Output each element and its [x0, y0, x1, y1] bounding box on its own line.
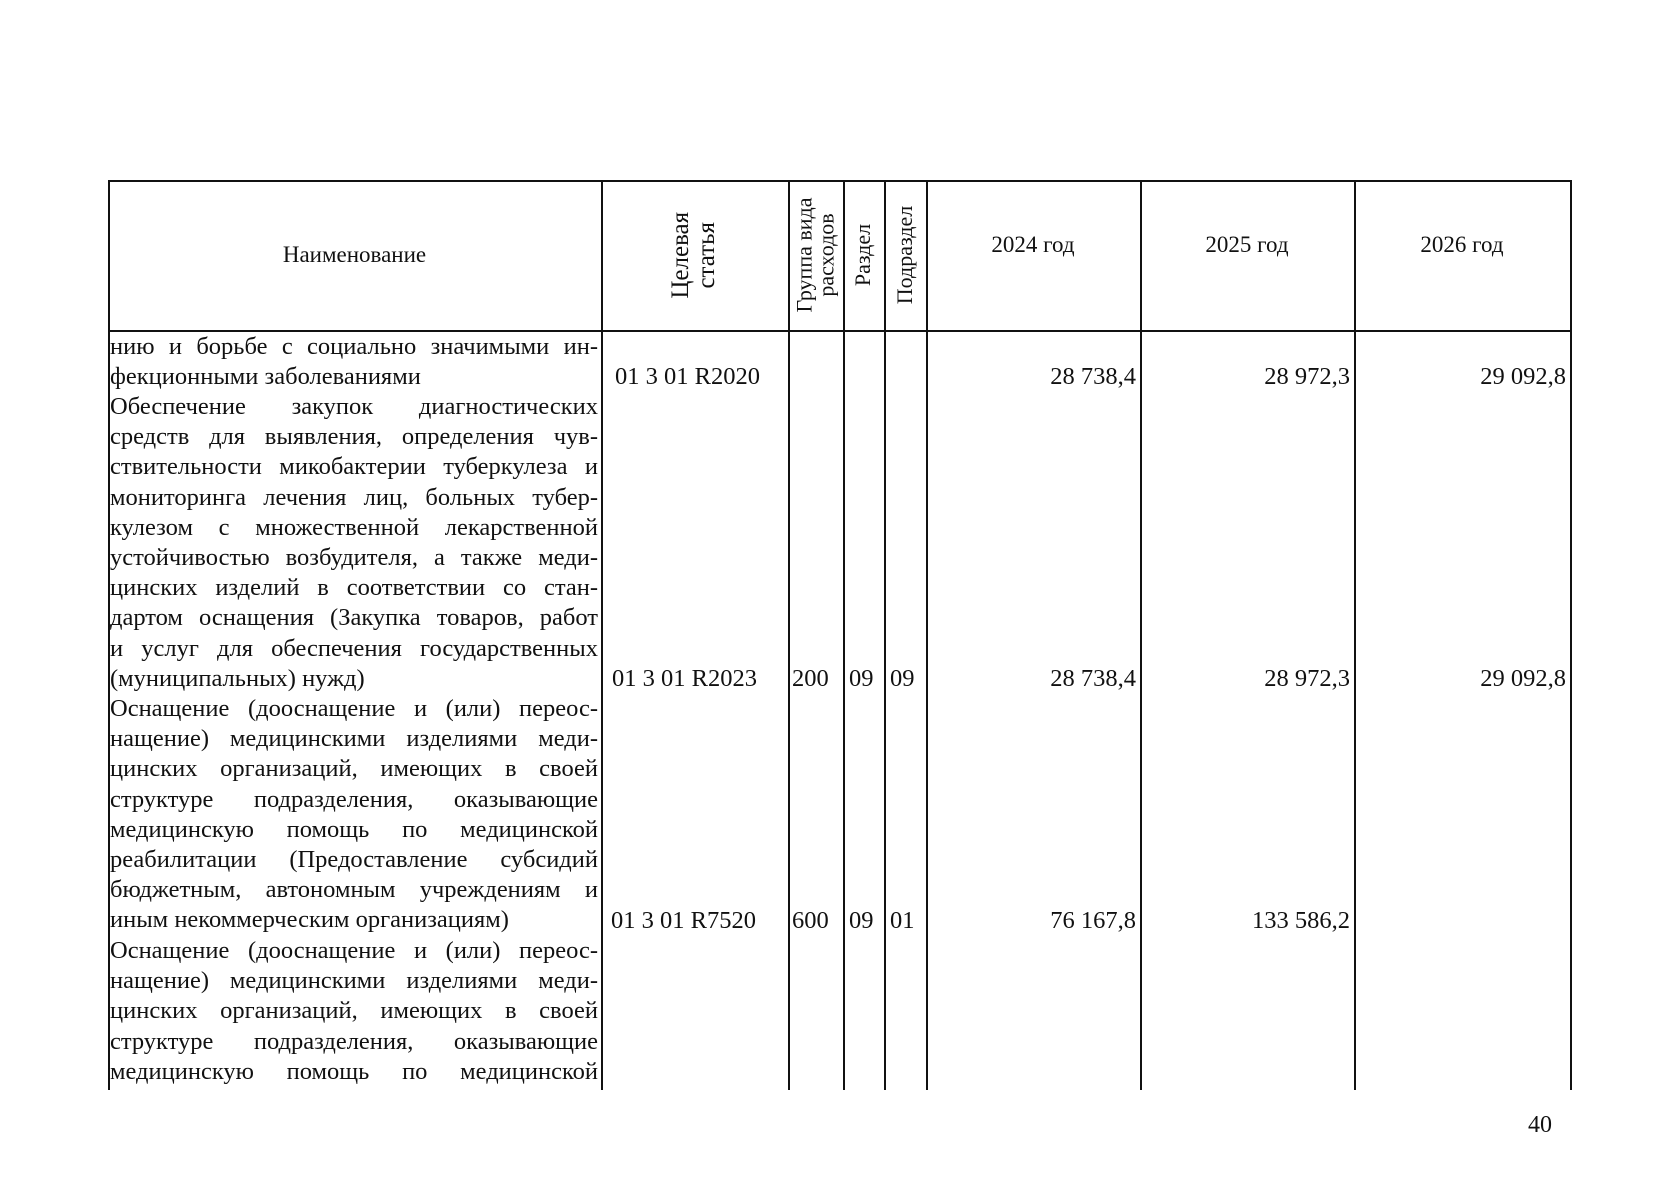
col-border-2024 — [1140, 180, 1142, 1090]
table-row-2-name-line: иным некоммерческим организациям) — [110, 906, 509, 934]
table-row-2-y2025: 133 586,2 — [1252, 907, 1350, 934]
table-row-1-name-line: мониторинга лечения лиц, больных тубер- — [110, 483, 598, 511]
table-row-2-article: 01 3 01 R7520 — [611, 907, 756, 934]
table-row-3-name-line: структуре подразделения, оказывающие — [110, 1027, 598, 1055]
table-row-0-name-line: нию и борьбе с социально значимыми ин- — [110, 333, 598, 360]
table-row-2-group: 600 — [792, 907, 829, 934]
budget-table — [108, 180, 1572, 1090]
col-border-right — [1570, 180, 1572, 1090]
table-row-1-name-line: цинских изделий в соответствии со стан- — [110, 574, 598, 602]
header-name — [108, 180, 601, 330]
table-row-0-name — [110, 332, 598, 392]
table-row-1-name-line: кулезом с множественной лекарственной — [110, 513, 598, 541]
header-section-label: Раздел — [850, 223, 876, 287]
header-name-label: Наименование — [282, 241, 427, 267]
table-row-0-y2025: 28 972,3 — [1264, 363, 1350, 390]
header-year-2025 — [1140, 180, 1354, 310]
header-section — [843, 180, 884, 330]
header-target-article-line2: статья — [693, 221, 721, 289]
header-expense-group — [788, 180, 843, 330]
table-row-2-name-line: медицинскую помощь по медицинской — [110, 815, 598, 843]
table-row-1-group: 200 — [792, 665, 829, 692]
table-row-2-name-line: Оснащение (дооснащение и (или) переос- — [110, 695, 598, 722]
table-row-0-y2024: 28 738,4 — [1050, 363, 1136, 390]
header-year-2024 — [926, 180, 1140, 310]
table-row-2-name-line: нащение) медицинскими изделиями меди- — [110, 725, 598, 753]
table-row-1-article: 01 3 01 R2023 — [612, 665, 757, 692]
table-row-1-name-line: устойчивостью возбудителя, а также меди- — [110, 543, 598, 571]
table-row-1-name-line: Обеспечение закупок диагностических — [110, 393, 598, 420]
header-target-article — [601, 180, 788, 330]
table-row-3-name-line: цинских организаций, имеющих в своей — [110, 997, 598, 1025]
table-row-0-name-line: фекционными заболеваниями — [110, 363, 421, 391]
table-row-1-y2025: 28 972,3 — [1264, 665, 1350, 692]
table-row-2-section: 09 — [849, 907, 874, 934]
header-subsection-label: Подраздел — [892, 205, 918, 305]
table-row-1-name-line: ствительности микобактерии туберкулеза и — [110, 453, 598, 481]
table-row-0-y2026: 29 092,8 — [1480, 363, 1566, 390]
table-row-1-name — [110, 392, 598, 694]
header-expense-group-line2: расходов — [813, 213, 839, 297]
table-row-2-name-line: цинских организаций, имеющих в своей — [110, 755, 598, 783]
table-row-1-subsection: 09 — [890, 665, 915, 692]
table-row-1-y2026: 29 092,8 — [1480, 665, 1566, 692]
header-target-article-rotated — [668, 212, 721, 299]
table-row-1-name-line: (муниципальных) нужд) — [110, 664, 365, 692]
header-year-2026-label: 2026 год — [1420, 231, 1504, 257]
table-row-2-name — [110, 694, 598, 936]
table-row-1-name-line: и услуг для обеспечения государственных — [110, 634, 598, 662]
col-border-2025 — [1354, 180, 1356, 1090]
table-row-3-name — [110, 936, 598, 1087]
header-year-2024-label: 2024 год — [991, 231, 1075, 257]
table-row-1-name-line: средств для выявления, определения чув- — [110, 423, 598, 451]
table-row-3-name-line: нащение) медицинскими изделиями меди- — [110, 967, 598, 995]
table-row-0-article: 01 3 01 R2020 — [615, 363, 760, 390]
table-row-2-name-line: бюджетным, автономным учреждениям и — [110, 876, 598, 904]
table-row-2-name-line: реабилитации (Предоставление субсидий — [110, 845, 598, 873]
table-row-1-y2024: 28 738,4 — [1050, 665, 1136, 692]
header-expense-group-line1: Группа вида — [791, 197, 817, 313]
table-row-2-subsection: 01 — [890, 907, 915, 934]
table-row-1-section: 09 — [849, 665, 874, 692]
table-row-1-name-line: дартом оснащения (Закупка товаров, работ — [110, 604, 598, 632]
table-row-2-y2024: 76 167,8 — [1050, 907, 1136, 934]
header-year-2026 — [1354, 180, 1570, 310]
col-border-subsection — [926, 180, 928, 1090]
table-row-2-name-line: структуре подразделения, оказывающие — [110, 785, 598, 813]
header-year-2025-label: 2025 год — [1205, 231, 1289, 257]
header-target-article-line1: Целевая — [667, 211, 695, 299]
page-number: 40 — [1528, 1112, 1552, 1138]
header-subsection — [884, 180, 926, 330]
table-row-3-name-line: Оснащение (дооснащение и (или) переос- — [110, 937, 598, 964]
header-expense-group-rotated — [791, 197, 839, 313]
table-row-3-name-line: медицинскую помощь по медицинской — [110, 1057, 598, 1085]
